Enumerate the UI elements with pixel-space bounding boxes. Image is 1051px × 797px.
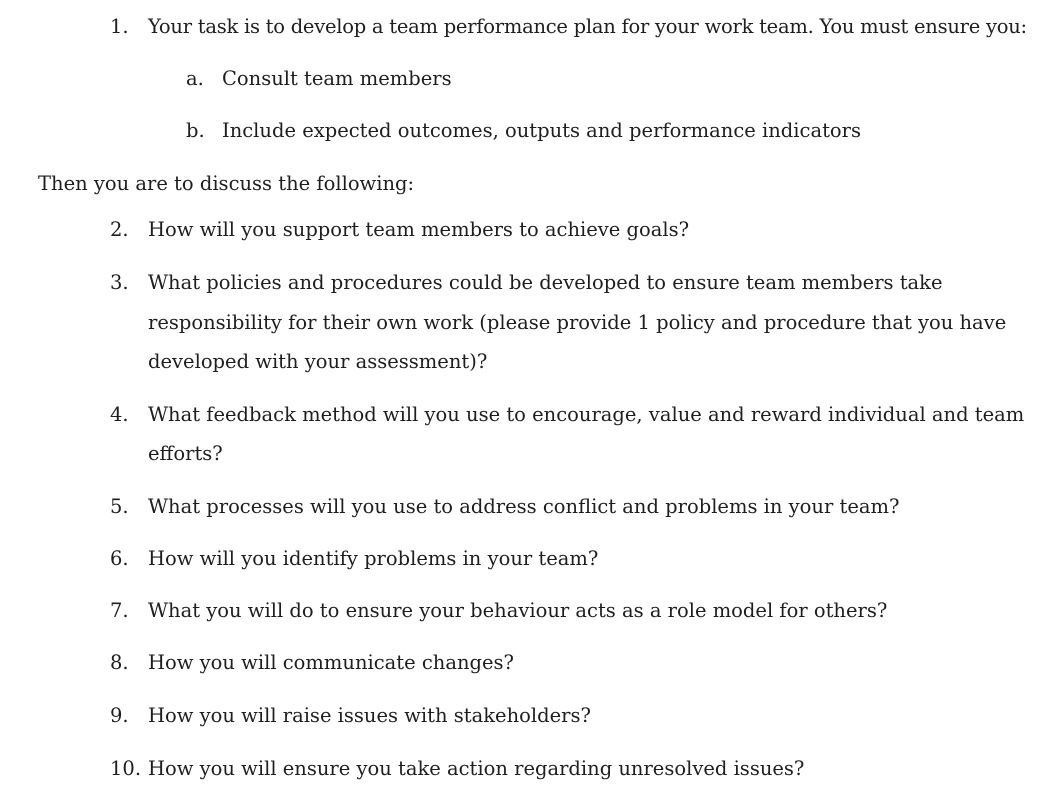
- list-number: 4.: [110, 403, 129, 426]
- question-text-line: What policies and procedures could be developed to ensure team members take: [148, 271, 943, 294]
- list-number: 9.: [110, 704, 129, 727]
- sub-list-item: Consult team members: [222, 67, 452, 90]
- question-text-line: responsibility for their own work (please provide 1 policy and procedure that you have: [148, 311, 1007, 334]
- question-text-line: efforts?: [148, 442, 223, 465]
- list-number: 2.: [110, 218, 129, 241]
- list-number: 8.: [110, 651, 129, 674]
- list-number: 3.: [110, 271, 129, 294]
- question-text: How will you support team members to achieve goals?: [148, 218, 690, 241]
- sub-list-marker: a.: [186, 67, 204, 90]
- sub-list-marker: b.: [186, 119, 205, 142]
- list-number: 1.: [110, 15, 129, 38]
- question-text: How you will raise issues with stakeholders?: [148, 704, 591, 727]
- question-text: How you will communicate changes?: [148, 651, 515, 674]
- question-text-line: developed with your assessment)?: [148, 350, 488, 373]
- list-number: 10.: [110, 757, 142, 780]
- question-text: How you will ensure you take action regarding unresolved issues?: [148, 757, 805, 780]
- list-number: 6.: [110, 547, 129, 570]
- list-number: 7.: [110, 599, 129, 622]
- question-text-line: What feedback method will you use to encourage, value and reward individual and team: [148, 403, 1025, 426]
- intro-paragraph: Then you are to discuss the following:: [38, 172, 415, 195]
- sub-list-item: Include expected outcomes, outputs and performance indicators: [222, 119, 861, 142]
- question-text: What processes will you use to address conflict and problems in your team?: [148, 495, 900, 518]
- question-text: What you will do to ensure your behaviour acts as a role model for others?: [148, 599, 888, 622]
- question-text: How will you identify problems in your team?: [148, 547, 599, 570]
- list-number: 5.: [110, 495, 129, 518]
- task-text: Your task is to develop a team performance plan for your work team. You must ensure you:: [148, 15, 1027, 38]
